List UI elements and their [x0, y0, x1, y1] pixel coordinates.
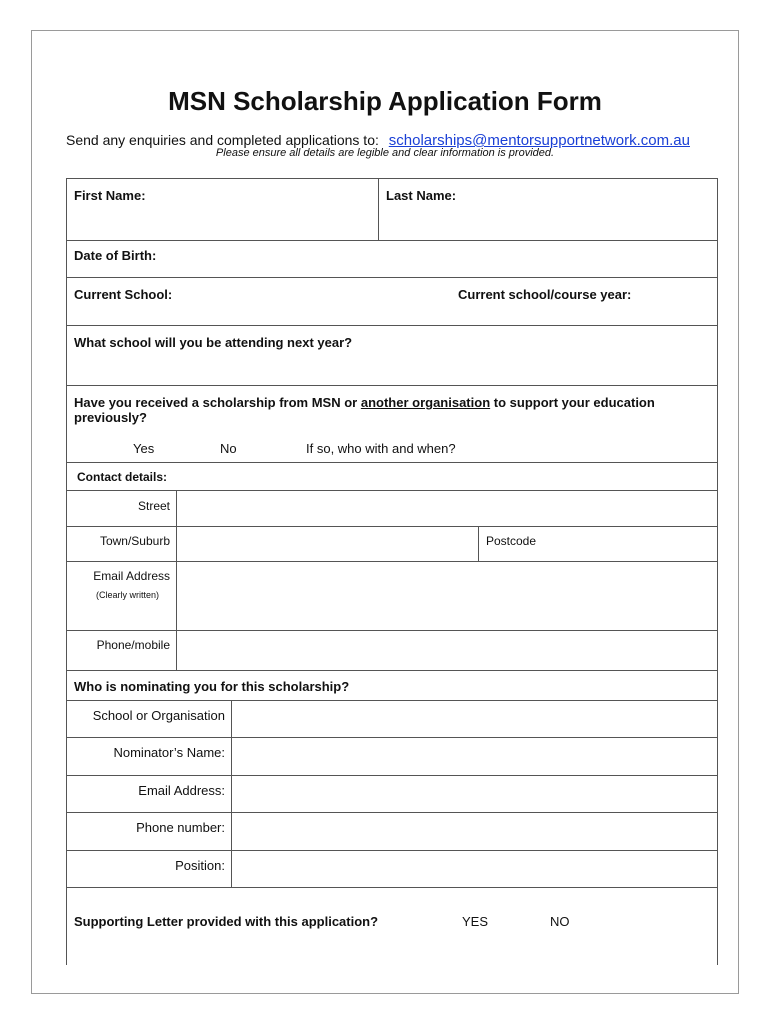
who-when-input[interactable] — [477, 435, 715, 460]
phone-mobile-input[interactable] — [178, 632, 717, 669]
dob-input[interactable] — [167, 242, 716, 276]
enquiry-email-link[interactable]: scholarships@mentorsupportnetwork.com.au — [388, 132, 690, 149]
current-school-label: Current School: — [74, 287, 173, 302]
last-name-input[interactable] — [380, 207, 717, 239]
nominator-position-label: Position: — [175, 858, 225, 873]
supporting-letter-question: Supporting Letter provided with this application? — [74, 914, 379, 929]
last-name-label: Last Name: — [386, 188, 457, 203]
first-name-label: First Name: — [74, 188, 146, 203]
school-organisation-label: School or Organisation — [92, 708, 225, 723]
who-when-label: If so, who with and when? — [306, 441, 456, 456]
contact-details-header: Contact details: — [77, 470, 168, 484]
town-suburb-label: Town/Suburb — [99, 534, 170, 548]
previous-no-option[interactable]: No — [220, 441, 237, 456]
next-school-question: What school will you be attending next year? — [74, 335, 353, 350]
nominator-email-input[interactable] — [233, 777, 717, 811]
nominator-email-label: Email Address: — [138, 783, 225, 798]
current-school-input[interactable] — [187, 279, 447, 324]
prev-question-part1: Have you received a scholarship from MSN or — [74, 395, 358, 410]
town-suburb-input[interactable] — [178, 528, 477, 560]
phone-mobile-label: Phone/mobile — [96, 638, 170, 652]
next-school-input[interactable] — [68, 353, 717, 384]
previous-yes-option[interactable]: Yes — [133, 441, 155, 456]
prev-question-part2: to support your education — [493, 395, 655, 410]
nominator-section-header: Who is nominating you for this scholarship? — [74, 679, 350, 694]
supporting-letter-no-option[interactable]: NO — [550, 914, 570, 929]
enquiry-prefix: Send any enquiries and completed applications to: — [66, 132, 379, 148]
supporting-letter-yes-option[interactable]: YES — [462, 914, 489, 929]
email-address-label: Email Address — [93, 569, 170, 583]
dob-label: Date of Birth: — [74, 248, 157, 263]
nominator-name-label: Nominator’s Name: — [113, 745, 225, 760]
nominator-phone-input[interactable] — [233, 814, 717, 849]
nominator-phone-label: Phone number: — [136, 820, 225, 835]
current-year-input[interactable] — [458, 303, 716, 324]
school-organisation-input[interactable] — [233, 702, 717, 736]
another-organisation-text: another organisation — [360, 395, 491, 410]
postcode-label: Postcode — [486, 534, 537, 548]
nominator-position-input[interactable] — [233, 852, 717, 886]
postcode-input[interactable] — [547, 528, 717, 560]
nominator-name-input[interactable] — [233, 739, 717, 774]
current-year-label: Current school/course year: — [458, 287, 632, 302]
prev-question-line2: previously? — [74, 410, 147, 425]
street-input[interactable] — [178, 492, 717, 525]
first-name-input[interactable] — [68, 207, 376, 239]
email-address-input[interactable] — [178, 563, 717, 629]
street-label: Street — [137, 499, 170, 513]
page-title: MSN Scholarship Application Form — [168, 86, 602, 116]
legibility-note: Please ensure all details are legible and clear information is provided. — [215, 147, 555, 159]
email-clearly-written-note: (Clearly written) — [95, 590, 159, 600]
previous-scholarship-question — [74, 395, 655, 410]
application-form-table — [66, 178, 718, 965]
